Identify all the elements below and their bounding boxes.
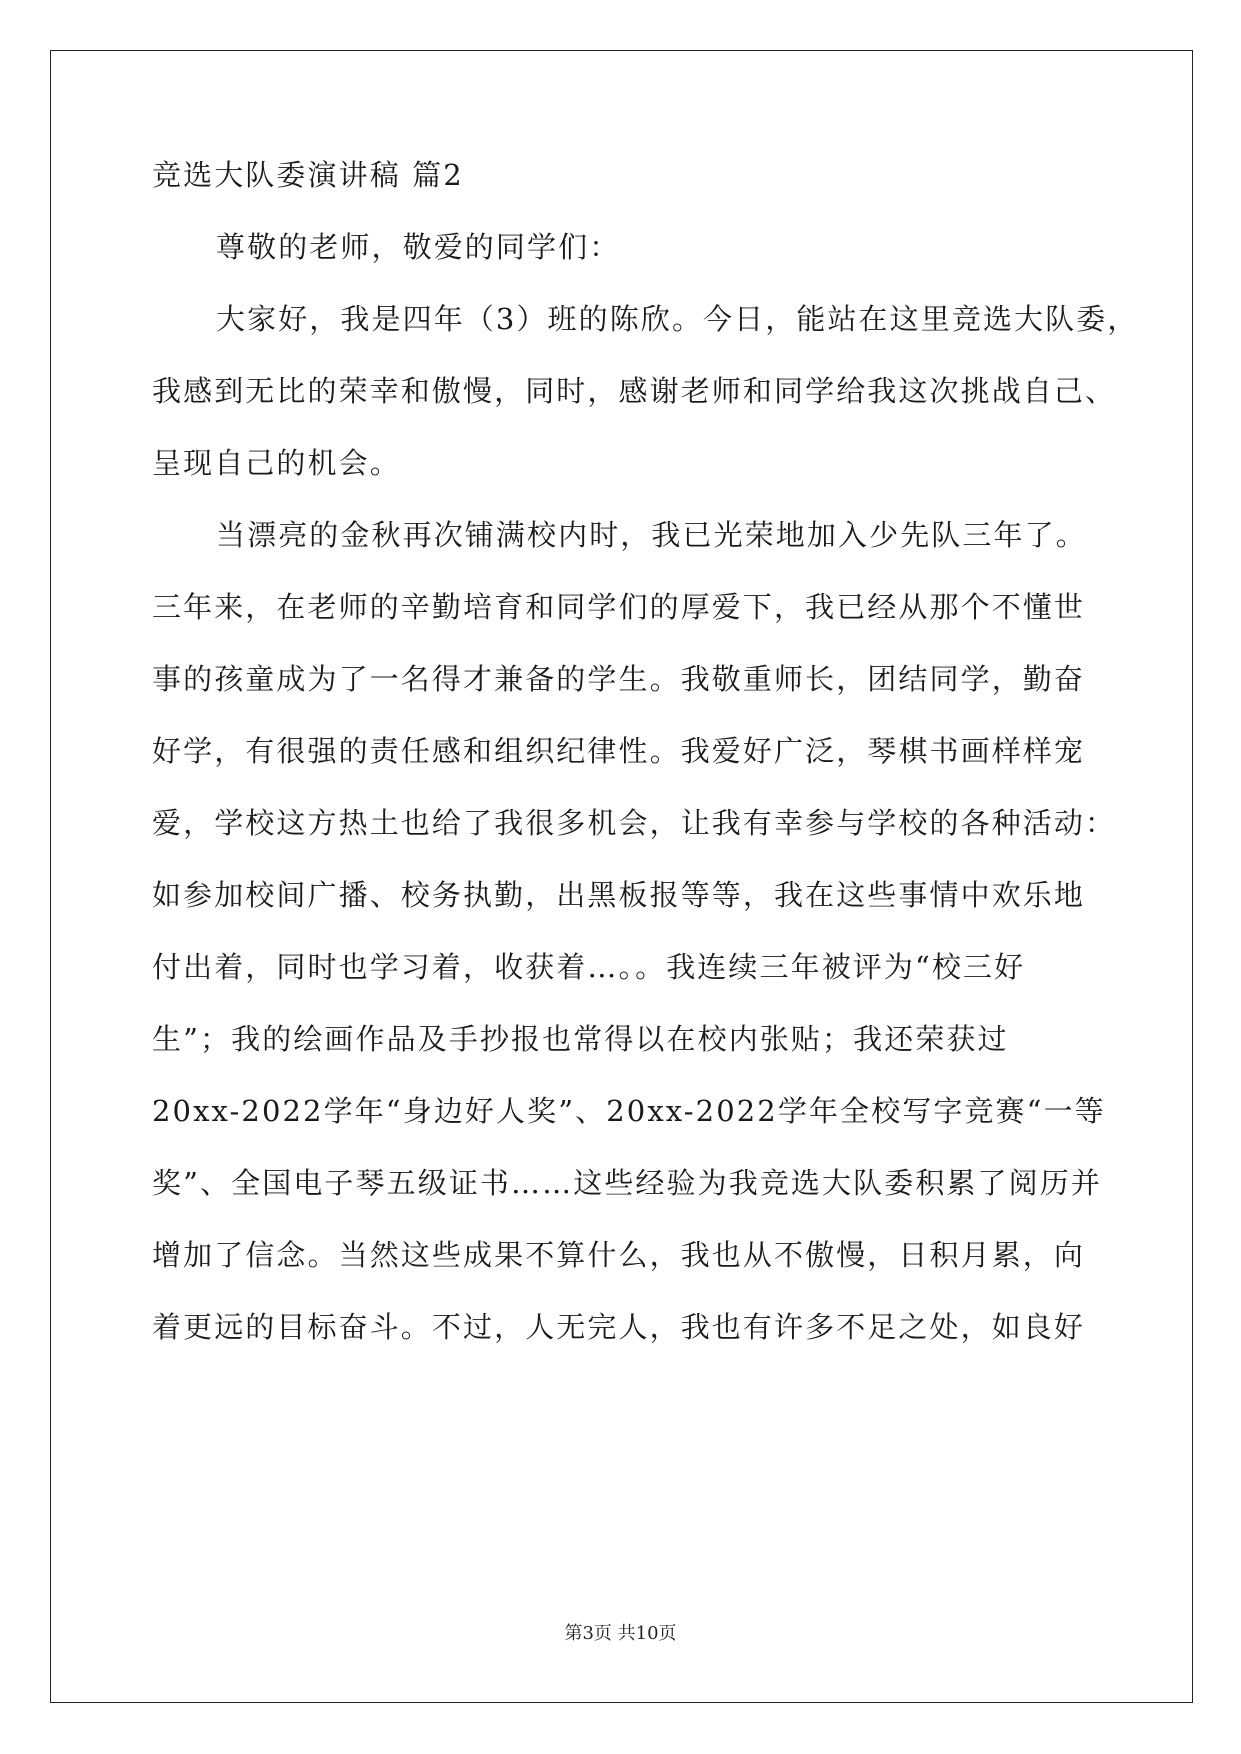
text-line: 当漂亮的金秋再次铺满校内时，我已光荣地加入少先队三年了。 <box>216 518 1087 552</box>
text-line: 着更远的目标奋斗。不过，人无完人，我也有许多不足之处，如良好 <box>152 1310 1086 1344</box>
text-line: 奖”、全国电子琴五级证书……这些经验为我竞选大队委积累了阅历并 <box>152 1166 1102 1200</box>
text-line: 事的孩童成为了一名得才兼备的学生。我敬重师长，团结同学，勤奋 <box>152 662 1086 696</box>
text-line: 20xx-2022学年“身边好人奖”、20xx-2022学年全校写字竞赛“一等 <box>152 1094 1106 1128</box>
text-line: 爱，学校这方热土也给了我很多机会，让我有幸参与学校的各种活动： <box>152 806 1117 840</box>
text-line: 如参加校间广播、校务执勤，出黑板报等等，我在这些事情中欢乐地 <box>152 878 1086 912</box>
document-heading: 竞选大队委演讲稿 篇2 <box>152 158 464 192</box>
text-line: 呈现自己的机会。 <box>152 446 401 480</box>
text-line: 我感到无比的荣幸和傲慢，同时，感谢老师和同学给我这次挑战自己、 <box>152 374 1117 408</box>
text-line: 尊敬的老师，敬爱的同学们： <box>216 230 621 264</box>
text-line: 好学，有很强的责任感和组织纪律性。我爱好广泛，琴棋书画样样宠 <box>152 734 1086 768</box>
text-line: 大家好，我是四年（3）班的陈欣。今日，能站在这里竞选大队委， <box>216 302 1139 336</box>
text-line: 增加了信念。当然这些成果不算什么，我也从不傲慢，日积月累，向 <box>152 1238 1086 1272</box>
text-line: 生”；我的绘画作品及手抄报也常得以在校内张贴；我还荣获过 <box>152 1022 1009 1056</box>
text-line: 三年来，在老师的辛勤培育和同学们的厚爱下，我已经从那个不懂世 <box>152 590 1086 624</box>
text-line: 付出着，同时也学习着，收获着…。。我连续三年被评为“校三好 <box>152 950 1026 984</box>
page-number: 第3页 共10页 <box>564 1623 677 1644</box>
